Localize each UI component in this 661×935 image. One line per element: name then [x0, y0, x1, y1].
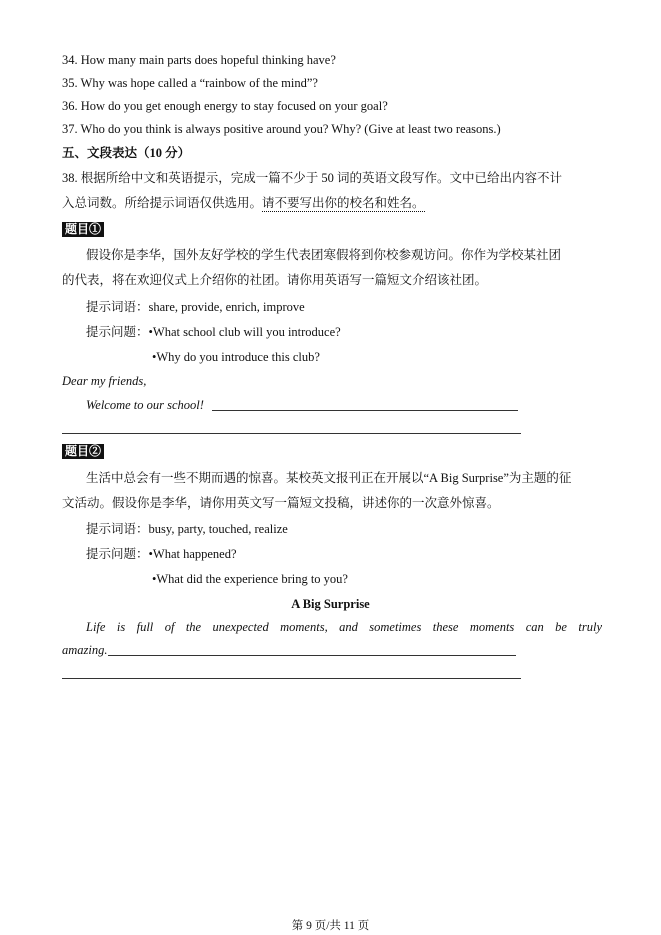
- topic-1-prompt-line2: 的代表，将在欢迎仪式上介绍你的社团。请你用英语写一篇短文介绍该社团。: [62, 273, 488, 287]
- topic-2-essay-title: A Big Surprise: [291, 597, 370, 611]
- section-5-instructions-line1: 38. 根据所给中文和英语提示，完成一篇不少于 50 词的英语文段写作。文中已给出内容不计: [62, 171, 563, 185]
- section-5-instructions-text: 入总词数。所给提示词语仅供选用。: [62, 196, 263, 210]
- topic-1-tag: 题目①: [62, 222, 104, 237]
- topic-1-question-1: •What school club will you introduce?: [148, 325, 341, 339]
- topic-2-question-1: •What happened?: [148, 547, 237, 561]
- topic-2-prompt-line2: 文活动。假设你是李华，请你用英文写一篇短文投稿，讲述你的一次意外惊喜。: [62, 496, 500, 510]
- topic-1-questions-label: 提示问题：: [86, 325, 149, 339]
- page-footer: 第 9 页/共 11 页: [291, 920, 370, 932]
- question-36: 36. How do you get enough energy to stay focused on your goal?: [62, 99, 388, 113]
- section-5-instructions-note: 请不要写出你的校名和姓名。: [262, 196, 425, 210]
- topic-2-opening-line2: amazing.: [62, 643, 108, 657]
- topic-2-answer-line-2: [62, 678, 521, 679]
- question-35: 35. Why was hope called a “rainbow of the mind”?: [62, 76, 318, 90]
- topic-1-keywords: [86, 299, 305, 315]
- topic-2-answer-line-1: [108, 655, 516, 656]
- topic-1-prompt-line1: 假设你是李华，国外友好学校的学生代表团寒假将到你校参观访问。你作为学校某社团: [86, 248, 562, 262]
- section-5-instructions-line2: [62, 195, 425, 211]
- topic-1-salutation: Dear my friends,: [62, 374, 147, 388]
- topic-2-keywords: [86, 521, 288, 537]
- topic-2-question-2: •What did the experience bring to you?: [152, 572, 348, 586]
- topic-2-prompt-line1: 生活中总会有一些不期而遇的惊喜。某校英文报刊正在开展以“A Big Surprise”为主题的征: [86, 471, 572, 485]
- question-37: 37. Who do you think is always positive around you? Why? (Give at least two reasons.): [62, 122, 501, 136]
- section-5-heading: 五、文段表达（10 分）: [62, 146, 191, 160]
- topic-2-questions-label: 提示问题：: [86, 547, 149, 561]
- topic-2-hint-question-1: [86, 546, 237, 562]
- topic-1-question-2: •Why do you introduce this club?: [152, 350, 320, 364]
- topic-1-keywords-list: share, provide, enrich, improve: [148, 300, 305, 314]
- topic-2-keywords-list: busy, party, touched, realize: [148, 522, 288, 536]
- topic-2-opening-line1: Life is full of the unexpected moments, and sometimes these moments can be truly: [86, 620, 602, 634]
- question-34: 34. How many main parts does hopeful thinking have?: [62, 53, 336, 67]
- topic-2-tag: 题目②: [62, 444, 104, 459]
- topic-1-opening: Welcome to our school!: [86, 398, 204, 412]
- topic-1-keywords-label: 提示词语：: [86, 300, 149, 314]
- topic-2-keywords-label: 提示词语：: [86, 522, 149, 536]
- topic-1-answer-line-1: [212, 410, 518, 411]
- topic-1-hint-question-1: [86, 324, 341, 340]
- topic-1-answer-line-2: [62, 433, 521, 434]
